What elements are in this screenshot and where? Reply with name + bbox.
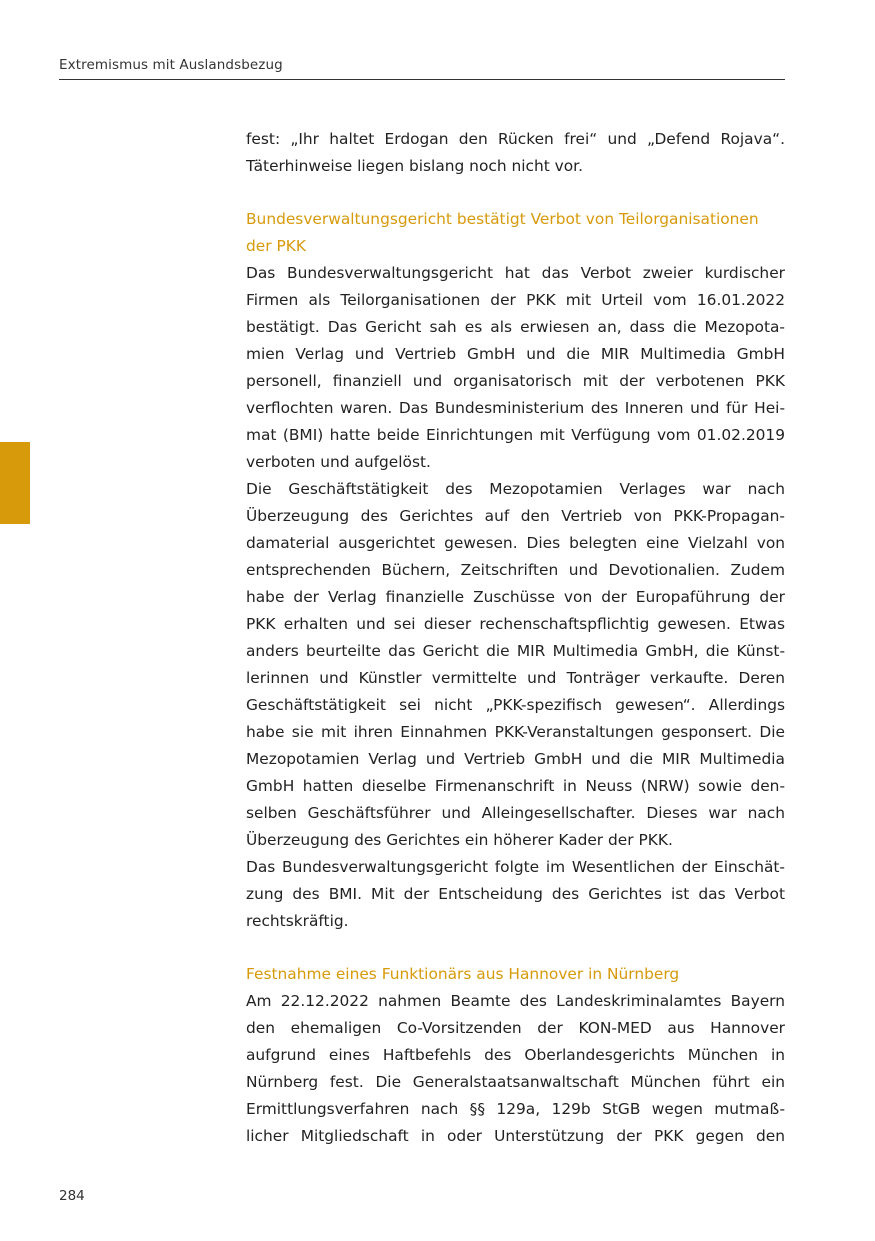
- text-line: Mezopotamien Verlag und Vertrieb GmbH und die MIR Multimedia: [246, 750, 785, 768]
- text-line: Das Bundesverwaltungsgericht folgte im Wesentlichen der Einschät-: [246, 858, 785, 876]
- text-line: GmbH hatten dieselbe Firmenanschrift in Neuss (NRW) sowie den-: [246, 777, 785, 795]
- text-line: Ermittlungsverfahren nach §§ 129a, 129b StGB wegen mutmaß-: [246, 1100, 785, 1118]
- paragraph-gap: [246, 180, 785, 206]
- text-line: bestätigt. Das Gericht sah es als erwiesen an, dass die Mezopota-: [246, 318, 785, 336]
- text-line: Firmen als Teilorganisationen der PKK mit Urteil vom 16.01.2022: [246, 291, 785, 309]
- heading-line: Bundesverwaltungsgericht bestätigt Verbot von Teilorganisationen: [246, 210, 759, 228]
- text-line: Am 22.12.2022 nahmen Beamte des Landeskriminalamtes Bayern: [246, 992, 785, 1010]
- paragraph-gap: [246, 935, 785, 961]
- text-line: verflochten waren. Das Bundesministerium des Inneren und für Hei-: [246, 399, 785, 417]
- running-header-title: Extremismus mit Auslandsbezug: [59, 57, 283, 73]
- text-line: selben Geschäftsführer und Alleingesellschafter. Dieses war nach: [246, 804, 785, 822]
- intro-paragraph: [246, 126, 785, 180]
- text-line: den ehemaligen Co-Vorsitzenden der KON-MED aus Hannover: [246, 1019, 785, 1037]
- text-line: verboten und aufgelöst.: [246, 453, 431, 471]
- heading-line: der PKK: [246, 237, 306, 255]
- heading-line: Festnahme eines Funktionärs aus Hannover in Nürnberg: [246, 965, 680, 983]
- text-line: personell, finanziell und organisatorisch mit der verbotenen PKK: [246, 372, 785, 390]
- text-line: entsprechenden Büchern, Zeitschriften und Devotionalien. Zudem: [246, 561, 785, 579]
- page-number: 284: [59, 1188, 85, 1204]
- chapter-marker-tab: [0, 442, 30, 524]
- text-line: Geschäftstätigkeit sei nicht „PKK-spezifisch gewesen“. Allerdings: [246, 696, 785, 714]
- main-text-column: [246, 126, 785, 1150]
- text-line: mien Verlag und Vertrieb GmbH und die MIR Multimedia GmbH: [246, 345, 785, 363]
- paragraph-arrest-1: [246, 988, 785, 1150]
- text-line: Überzeugung des Gerichtes ein höherer Kader der PKK.: [246, 831, 673, 849]
- text-line: zung des BMI. Mit der Entscheidung des Gerichtes ist das Verbot: [246, 885, 785, 903]
- text-line: damaterial ausgerichtet gewesen. Dies belegten eine Vielzahl von: [246, 534, 785, 552]
- text-line: habe sie mit ihren Einnahmen PKK-Veranstaltungen gesponsert. Die: [246, 723, 785, 741]
- section-heading-court-ruling: [246, 206, 785, 260]
- text-line: licher Mitgliedschaft in oder Unterstützung der PKK gegen den: [246, 1127, 785, 1145]
- header-divider: [59, 79, 785, 80]
- text-line: habe der Verlag finanzielle Zuschüsse von der Europaführung der: [246, 588, 785, 606]
- paragraph-court-ruling-3: [246, 854, 785, 935]
- paragraph-court-ruling-1: [246, 260, 785, 476]
- text-line: rechtskräftig.: [246, 912, 349, 930]
- text-line: anders beurteilte das Gericht die MIR Multimedia GmbH, die Künst-: [246, 642, 785, 660]
- text-line: lerinnen und Künstler vermittelte und Tonträger verkaufte. Deren: [246, 669, 785, 687]
- text-line: Die Geschäftstätigkeit des Mezopotamien Verlages war nach: [246, 480, 785, 498]
- text-line: Nürnberg fest. Die Generalstaatsanwaltschaft München führt ein: [246, 1073, 785, 1091]
- text-line: aufgrund eines Haftbefehls des Oberlandesgerichts München in: [246, 1046, 785, 1064]
- text-line: fest: „Ihr haltet Erdogan den Rücken frei“ und „Defend Rojava“.: [246, 130, 785, 148]
- text-line: PKK erhalten und sei dieser rechenschaftspflichtig gewesen. Etwas: [246, 615, 785, 633]
- text-line: Überzeugung des Gerichtes auf den Vertrieb von PKK-Propagan-: [246, 507, 785, 525]
- section-heading-arrest: [246, 961, 785, 988]
- text-line: Täterhinweise liegen bislang noch nicht vor.: [246, 157, 583, 175]
- paragraph-court-ruling-2: [246, 476, 785, 854]
- text-line: Das Bundesverwaltungsgericht hat das Verbot zweier kurdischer: [246, 264, 785, 282]
- text-line: mat (BMI) hatte beide Einrichtungen mit Verfügung vom 01.02.2019: [246, 426, 785, 444]
